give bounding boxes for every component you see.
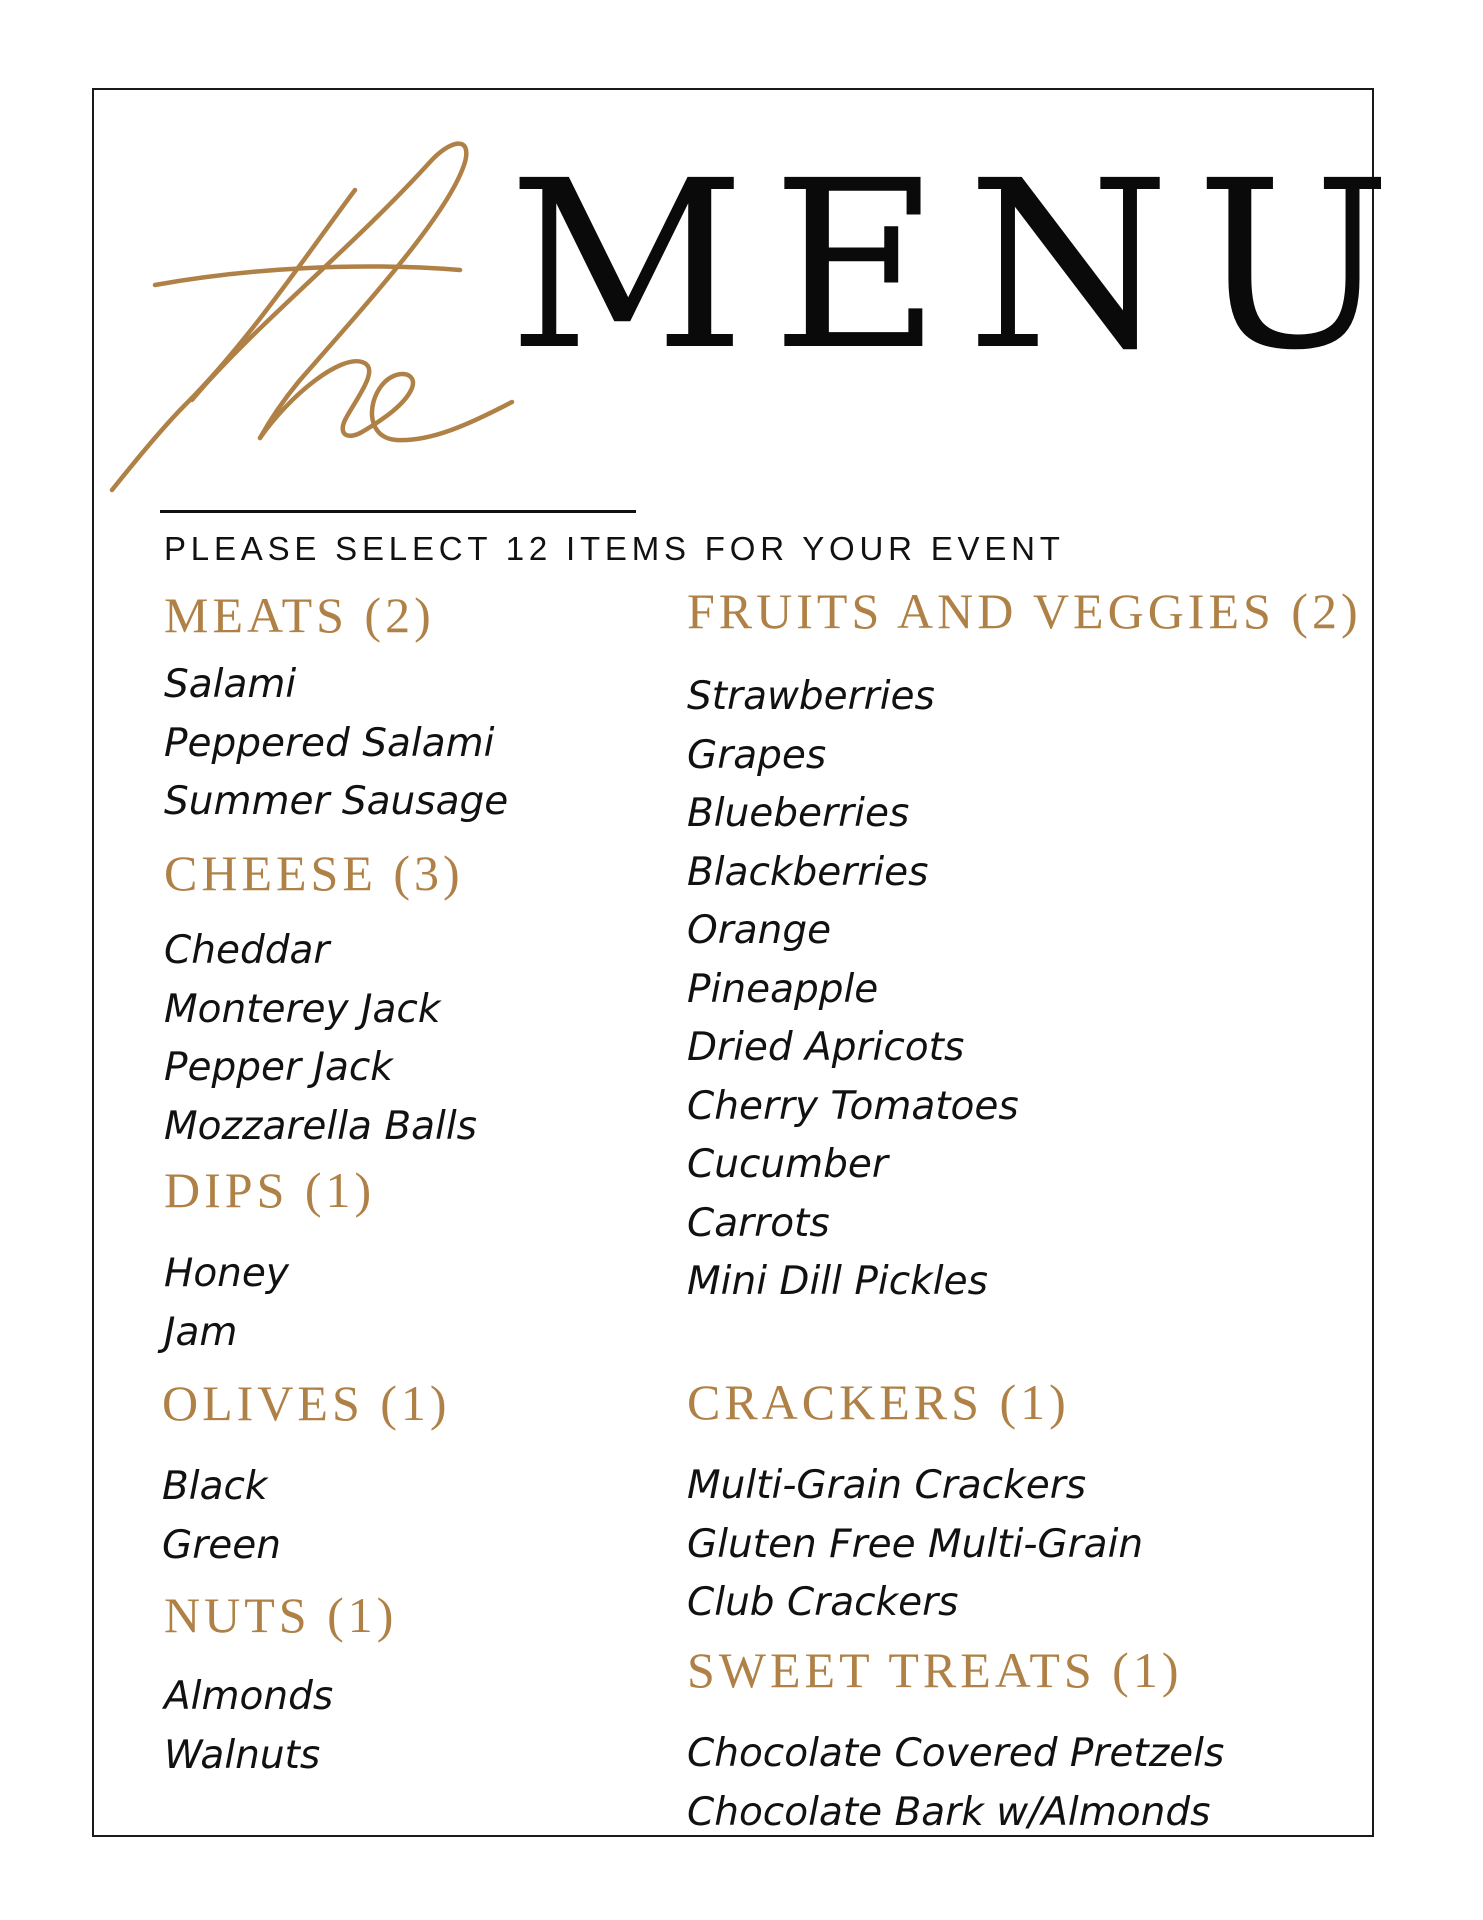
section-fruits-and-veggies [687, 583, 1362, 1312]
list-item: Pepper Jack [164, 1045, 393, 1090]
divider-line [160, 510, 636, 513]
cheese-list [164, 922, 477, 1156]
list-item: Salami [164, 662, 297, 707]
section-sweet-treats [687, 1642, 1225, 1842]
section-title-dips: DIPS (1) [164, 1162, 376, 1218]
meats-list [164, 656, 508, 832]
list-item: Peppered Salami [164, 720, 495, 766]
list-item: Blackberries [687, 849, 929, 895]
list-item: Club Crackers [687, 1580, 959, 1625]
list-item: Multi-Grain Crackers [687, 1463, 1087, 1508]
section-title-sweets: SWEET TREATS (1) [687, 1642, 1183, 1698]
list-item: Dried Apricots [687, 1025, 965, 1070]
list-item: Cheddar [164, 928, 330, 973]
list-item: Gluten Free Multi-Grain [687, 1521, 1144, 1567]
section-title-cheese: CHEESE (3) [164, 845, 464, 901]
list-item: Honey [164, 1251, 289, 1296]
list-item: Black [162, 1464, 268, 1509]
dips-list [164, 1245, 375, 1362]
list-item: Pineapple [687, 966, 879, 1012]
list-item: Chocolate Covered Pretzels [687, 1731, 1225, 1776]
list-item: Summer Sausage [164, 779, 509, 824]
list-item: Blueberries [687, 791, 910, 836]
list-item: Chocolate Bark w/Almonds [687, 1789, 1211, 1835]
section-crackers [687, 1374, 1144, 1633]
list-item: Green [162, 1522, 281, 1568]
list-item: Grapes [687, 732, 827, 778]
list-item: Cherry Tomatoes [687, 1083, 1019, 1129]
section-title-olives: OLIVES (1) [162, 1375, 451, 1431]
section-title-nuts: NUTS (1) [164, 1587, 398, 1643]
list-item: Walnuts [164, 1732, 321, 1778]
list-item: Jam [164, 1309, 238, 1355]
section-meats [164, 587, 509, 832]
list-item: Cucumber [687, 1142, 888, 1187]
list-item: Almonds [164, 1674, 334, 1719]
list-item: Monterey Jack [164, 986, 441, 1032]
section-olives [162, 1375, 451, 1575]
olives-list [162, 1458, 451, 1575]
list-item: Orange [687, 908, 832, 953]
section-dips [164, 1162, 376, 1362]
list-item: Strawberries [687, 674, 935, 719]
section-title-meats: MEATS (2) [164, 587, 435, 643]
list-item: Mozzarella Balls [164, 1103, 477, 1149]
list-item: Carrots [687, 1200, 830, 1246]
section-title-fruits: FRUITS AND VEGGIES (2) [687, 583, 1362, 639]
list-item: Mini Dill Pickles [687, 1259, 988, 1304]
nuts-list [164, 1668, 397, 1785]
fruits-list [687, 668, 1362, 1312]
section-title-crackers: CRACKERS (1) [687, 1374, 1070, 1430]
instruction-text: PLEASE SELECT 12 ITEMS FOR YOUR EVENT [164, 530, 1065, 567]
menu-title: MENU [508, 131, 1418, 401]
script-the-lettering [100, 140, 540, 500]
sweets-list [687, 1725, 1224, 1842]
section-nuts [164, 1587, 398, 1785]
crackers-list [687, 1457, 1143, 1633]
section-cheese [164, 845, 477, 1156]
